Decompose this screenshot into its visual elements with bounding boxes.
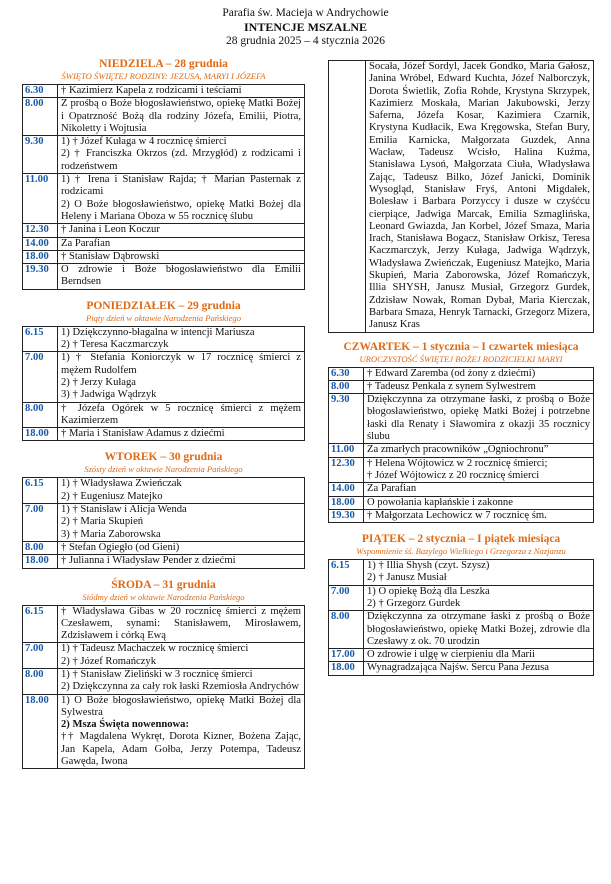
intention-line: 1) † Tadeusz Machaczek w rocznicę śmierci xyxy=(61,643,249,655)
mass-time: 8.00 xyxy=(23,98,58,136)
mass-time: 8.00 xyxy=(329,611,364,649)
mass-intention xyxy=(58,237,305,250)
intention-line: Dziękczynna za otrzymane łaski, z prośbą o Boże błogosławieństwo, opiekę Matki Bożej i potrzebne łaski dla Renaty i Sławomira z okazji 35 rocznicy ślubu xyxy=(367,394,590,443)
day-subtitle: Piąty dzień w oktawie Narodzenia Pańskiego xyxy=(85,312,242,323)
mass-time: 6.15 xyxy=(23,605,58,643)
mass-time: 8.00 xyxy=(23,541,58,554)
mass-intention xyxy=(364,662,594,675)
mass-row xyxy=(23,478,305,504)
mass-row xyxy=(23,136,305,174)
mass-row xyxy=(23,504,305,542)
mass-intention xyxy=(58,694,305,769)
mass-intention xyxy=(58,326,305,352)
intention-line: 1) † Władysława Zwieńczak xyxy=(61,478,182,490)
mass-intention xyxy=(58,555,305,568)
mass-intention xyxy=(58,174,305,224)
mass-intention xyxy=(364,483,594,496)
mass-row xyxy=(23,352,305,402)
intention-line: Za Parafian xyxy=(61,237,111,249)
mass-time: 19.30 xyxy=(329,509,364,522)
day-title: ŚRODA – 31 grudnia xyxy=(111,578,216,591)
intention-line: †† Magdalena Wykręt, Dorota Kizner, Bożena Zając, Jan Kapela, Adam Gołba, Jerzy Potempa, Tadeusz Gawęda, Iwona xyxy=(61,731,301,768)
intention-line: Za zmarłych pracowników „Ogniochronu” xyxy=(367,444,549,456)
mass-table xyxy=(22,326,305,442)
mass-intention xyxy=(364,367,594,380)
mass-time: 8.00 xyxy=(329,380,364,393)
day-title: PIĄTEK – 2 stycznia – I piątek miesiąca xyxy=(361,533,561,546)
intention-line: 2) † Józef Romańczyk xyxy=(61,655,157,667)
mass-row xyxy=(329,380,594,393)
mass-time: 6.15 xyxy=(23,326,58,352)
mass-row xyxy=(23,326,305,352)
intention-line: 2) † Eugeniusz Matejko xyxy=(61,490,163,502)
mass-table xyxy=(328,559,594,676)
mass-time: 6.15 xyxy=(329,560,364,586)
mass-row xyxy=(329,649,594,662)
mass-time: 6.15 xyxy=(23,478,58,504)
mass-time: 6.30 xyxy=(329,367,364,380)
mass-row xyxy=(23,555,305,568)
mass-time: 9.30 xyxy=(23,136,58,174)
mass-intention xyxy=(58,224,305,237)
intention-line: 1) † Stanisław i Alicja Wenda xyxy=(61,504,187,516)
mass-time: 7.00 xyxy=(329,585,364,611)
left-column xyxy=(22,58,305,779)
mass-intention xyxy=(58,136,305,174)
mass-intention xyxy=(364,585,594,611)
parish-name: Parafia św. Macieja w Andrychowie xyxy=(222,7,389,19)
mass-intention xyxy=(58,428,305,441)
mass-row xyxy=(329,611,594,649)
mass-row xyxy=(23,643,305,669)
intention-line: 1) † Stefania Koniorczyk w 17 rocznicę śmierci z mężem Rudolfem xyxy=(61,352,301,376)
right-days xyxy=(328,341,594,686)
mass-time: 6.30 xyxy=(23,85,58,98)
intention-line: † Edward Zaremba (od żony z dziećmi) xyxy=(367,367,536,379)
date-range: 28 grudnia 2025 – 4 stycznia 2026 xyxy=(225,35,386,47)
mass-intention xyxy=(58,504,305,542)
mass-time: 18.00 xyxy=(23,555,58,568)
day-title: WTOREK – 30 grudnia xyxy=(104,451,223,464)
mass-intention xyxy=(364,444,594,457)
intention-line: † Stanisław Dąbrowski xyxy=(61,250,160,262)
intention-line: 2) † Teresa Kaczmarczyk xyxy=(61,339,169,351)
mass-intention xyxy=(364,394,594,444)
intention-line: † Maria i Stanisław Adamus z dziećmi xyxy=(61,428,225,440)
mass-time: 8.00 xyxy=(23,402,58,428)
intention-line: 3) † Maria Zaborowska xyxy=(61,528,161,540)
mass-intention xyxy=(58,668,305,694)
day-title: NIEDZIELA – 28 grudnia xyxy=(99,58,228,70)
day-subtitle: Siódmy dzień w oktawie Narodzenia Pańskiego xyxy=(82,591,245,602)
mass-time: 7.00 xyxy=(23,643,58,669)
mass-time: 14.00 xyxy=(329,483,364,496)
mass-row xyxy=(329,394,594,444)
mass-table xyxy=(22,477,305,568)
intention-line: † Władysława Gibas w 20 rocznicę śmierci z mężem Czesławem, synami: Stanisławem, Mirosławem, Zdzisławem i córką Ewą xyxy=(61,605,301,642)
mass-intention xyxy=(58,605,305,643)
mass-intention xyxy=(58,98,305,136)
mass-intention xyxy=(364,509,594,522)
mass-row xyxy=(23,694,305,769)
intention-line: 1) † Irena i Stanisław Rajda; † Marian Pasternak z rodzicami xyxy=(61,174,301,198)
day-title: CZWARTEK – 1 stycznia – I czwartek miesiąca xyxy=(343,340,579,353)
intention-line: 1) † Stanisław Zieliński w 3 rocznicę śmierci xyxy=(61,668,253,680)
intention-line: † Kazimierz Kapela z rodzicami i teściami xyxy=(61,85,242,96)
mass-intention xyxy=(58,264,305,290)
mass-table xyxy=(22,605,305,770)
intention-line: 1) † Józef Kułaga w 4 rocznicę śmierci xyxy=(61,136,227,148)
mass-intention xyxy=(58,402,305,428)
intention-line: Z prośbą o Boże błogosławieństwo, opiekę Matki Bożej i Opatrzność Bożą dla rodziny Józefa, Emilii, Piotra, Nikoletty i Wojtusia xyxy=(61,98,301,134)
mass-row xyxy=(329,444,594,457)
mass-intention xyxy=(58,250,305,263)
intention-line: † Józefa Ogórek w 5 rocznicę śmierci z mężem Kazimierzem xyxy=(61,402,301,426)
mass-intention xyxy=(364,560,594,586)
intention-line: 2) † Maria Skupień xyxy=(61,516,144,528)
intention-line: 3) † Jadwiga Wądrzyk xyxy=(61,389,157,401)
mass-intention xyxy=(364,457,594,483)
day-title: PONIEDZIAŁEK – 29 grudnia xyxy=(86,299,241,312)
continuation-names: Socała, Józef Sordyl, Jacek Gondko, Maria Gałosz, Janina Wróbel, Edward Kuchta, Józef Nalborczyk, Dorota Świetlik, Zofia Rohde, Krystyna Skrzypek, Kazimierz Moskała, Marian Jakubowski, Jerzy Saferna, Józefa Kosar, Kazimiera Czarnik, Krystyna Kudłacik, Ewa Kręgowska, Stefan Bury, Emilia Karnicka, Małgorzata Guzdek, Anna Wacław, Tadeusz Wcisło, Halina Kuźma, Stanisława Lysoń, Małgorzata Ciuła, Władysława Zając, Tadeusz Bilko, Józef Janicki, Dominik Wysogląd, Stanisław Fryś, Antoni Migdałek, Bolesław i Barbara Porzyccy i dusze w czyśćcu cierpiące, Jadwiga Marcak, Emilia Szmaglińska, Leonard Gwiazda, Jan Korbel, Józef Smaza, Maria Irach, Stanisława Bogacz, Stanisław Orkisz, Teresa Kaczmarczyk, Jerzy Kułaga, Jadwiga Wądrzyk, Władysława Zwieńczak, Eugeniusz Matejko, Maria Skupień, Maria Zaborowska, Józef Romańczyk, Illia SHYSH, Janusz Musiał, Grzegorz Gurdek, Zdzisław Nowak, Roman Dybał, Maria Kierczak, Barbara Smaza, Henryk Tarnacki, Grzegorz Mizera, Janusz Kras xyxy=(366,61,594,333)
day-subtitle: Szósty dzień w oktawie Narodzenia Pańskiego xyxy=(84,464,243,475)
intention-line: 2) † Franciszka Okrzos (zd. Mrzygłód) z rodzicami i rodzeństwem xyxy=(61,148,301,172)
mass-row xyxy=(23,174,305,224)
mass-intention xyxy=(58,541,305,554)
mass-row xyxy=(23,402,305,428)
mass-time: 18.00 xyxy=(329,496,364,509)
mass-time: 7.00 xyxy=(23,352,58,402)
mass-intention xyxy=(58,478,305,504)
mass-intention xyxy=(364,380,594,393)
intention-line: † Małgorzata Lechowicz w 7 rocznicę śm. xyxy=(367,509,547,521)
page-header xyxy=(0,6,611,48)
mass-row xyxy=(23,237,305,250)
mass-table xyxy=(22,84,305,290)
intention-line: Wynagradzająca Najśw. Sercu Pana Jezusa xyxy=(367,662,549,674)
mass-row xyxy=(23,605,305,643)
mass-intention xyxy=(364,611,594,649)
day-subtitle: ŚWIĘTO ŚWIĘTEJ RODZINY: JEZUSA, MARYI I JÓZEFA xyxy=(61,71,266,81)
mass-row xyxy=(329,509,594,522)
intention-line: 2) † Grzegorz Gurdek xyxy=(367,597,461,609)
intention-line: † Tadeusz Penkala z synem Sylwestrem xyxy=(367,380,536,392)
intention-line: † Janina i Leon Koczur xyxy=(61,224,160,236)
mass-row xyxy=(23,98,305,136)
intention-line: Za Parafian xyxy=(367,483,417,495)
mass-intention xyxy=(58,352,305,402)
intention-line: 2) O Boże błogosławieństwo, opiekę Matki Bożej dla Heleny i Mariana Oboza w 55 rocznicę ślubu xyxy=(61,198,301,222)
intention-line: 1) O Boże błogosławieństwo, opiekę Matki Bożej dla Sylwestra xyxy=(61,694,301,718)
mass-time: 12.30 xyxy=(23,224,58,237)
mass-intention xyxy=(58,643,305,669)
mass-time: 18.00 xyxy=(23,250,58,263)
mass-time: 9.30 xyxy=(329,394,364,444)
mass-row xyxy=(329,483,594,496)
mass-time: 18.00 xyxy=(23,428,58,441)
mass-time: 18.00 xyxy=(23,694,58,769)
mass-intention xyxy=(58,85,305,98)
intention-line: 2) † Jerzy Kułaga xyxy=(61,376,137,388)
mass-row xyxy=(329,560,594,586)
intention-line: † Józef Wójtowicz z 20 rocznicę śmierci xyxy=(367,469,540,481)
mass-row xyxy=(23,428,305,441)
mass-row xyxy=(329,662,594,675)
mass-row xyxy=(23,85,305,98)
mass-time: 14.00 xyxy=(23,237,58,250)
mass-intention xyxy=(364,649,594,662)
day-subtitle: UROCZYSTOŚĆ ŚWIĘTEJ BOŻEJ RODZICIELKI MARYI xyxy=(359,353,563,364)
intention-line: O powołania kapłańskie i zakonne xyxy=(367,496,513,508)
mass-time: 19.30 xyxy=(23,264,58,290)
mass-intention xyxy=(364,496,594,509)
mass-table xyxy=(328,367,594,524)
intention-line: 2) † Janusz Musiał xyxy=(367,572,447,584)
continuation-table xyxy=(328,60,594,333)
mass-time: 11.00 xyxy=(23,174,58,224)
intention-line: 2) Msza Święta nowennowa: xyxy=(61,719,189,731)
intention-line: 1) † Illia Shysh (czyt. Szysz) xyxy=(367,560,490,572)
intention-line: 1) Dziękczynno-błagalna w intencji Mariusza xyxy=(61,326,255,338)
mass-row xyxy=(329,585,594,611)
mass-row xyxy=(329,496,594,509)
mass-time: 17.00 xyxy=(329,649,364,662)
intention-line: O zdrowie i Boże błogosławieństwo dla Emilii Berndsen xyxy=(61,264,301,288)
intention-line: 2) Dziękczynna za cały rok łaski Rzemiosła Andrychów xyxy=(61,681,299,693)
intention-line: 1) O opiekę Bożą dla Leszka xyxy=(367,585,490,597)
mass-row xyxy=(329,457,594,483)
intention-line: † Julianna i Władysław Pender z dziećmi xyxy=(61,555,236,567)
day-subtitle: Wspomnienie śś. Bazylego Wielkiego i Grzegorza z Nazjanzu xyxy=(356,546,566,557)
mass-row xyxy=(23,250,305,263)
intention-line: † Stefan Ogiegło (od Gieni) xyxy=(61,541,180,553)
mass-row xyxy=(329,367,594,380)
mass-time: 18.00 xyxy=(329,662,364,675)
intention-line: † Helena Wójtowicz w 2 rocznicę śmierci; xyxy=(367,457,548,469)
right-column xyxy=(328,60,594,686)
mass-row xyxy=(23,668,305,694)
mass-row xyxy=(23,224,305,237)
intention-line: Dziękczynna za otrzymane łaski z prośbą o Boże błogosławieństwo, opiekę Matki Bożej, zdrowie dla Czesławy z ok. 70 urodzin xyxy=(367,611,590,647)
mass-row xyxy=(23,264,305,290)
mass-row xyxy=(23,541,305,554)
mass-time: 11.00 xyxy=(329,444,364,457)
mass-time: 8.00 xyxy=(23,668,58,694)
mass-time: 7.00 xyxy=(23,504,58,542)
page-title: INTENCJE MSZALNE xyxy=(243,20,368,34)
intention-line: O zdrowie i ulgę w cierpieniu dla Marii xyxy=(367,649,535,661)
mass-time: 12.30 xyxy=(329,457,364,483)
